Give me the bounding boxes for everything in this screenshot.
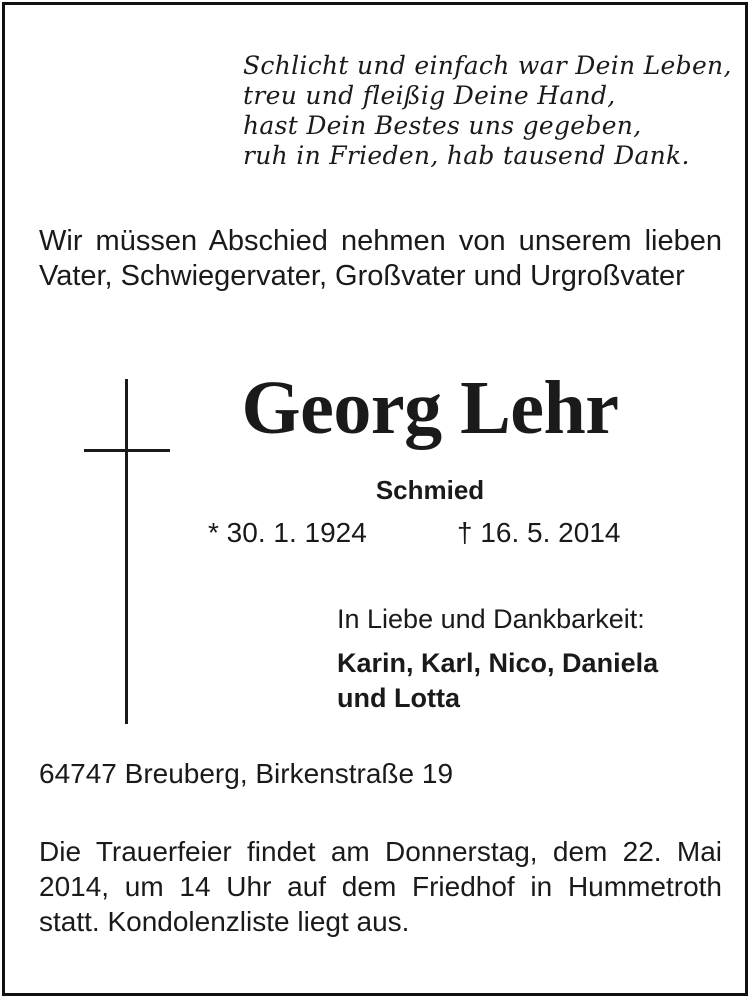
poem-line-1: Schlicht und einfach war Dein Leben, (243, 51, 732, 80)
poem-line-3: hast Dein Bestes uns gegeben, (243, 111, 642, 140)
poem-line-2: treu und fleißig Deine Hand, (243, 81, 616, 110)
funeral-notice: Die Trauerfeier findet am Donnerstag, dem 22. Mai 2014, um 14 Uhr auf dem Friedhof in Hummetroth statt. Kondolenzliste liegt aus. (39, 836, 722, 937)
mourners-names (337, 646, 658, 716)
deceased-profession: Schmied (375, 475, 485, 505)
birth-date: * 30. 1. 1924 (208, 517, 367, 548)
obituary-frame (2, 2, 748, 996)
deceased-name: Georg Lehr (241, 366, 619, 450)
cross-horizontal-bar (84, 449, 170, 452)
memorial-poem (243, 51, 732, 171)
mourners-line-2: und Lotta (337, 683, 460, 713)
mourners-line-1: Karin, Karl, Nico, Daniela (337, 648, 659, 678)
cross-vertical-bar (125, 379, 128, 724)
poem-line-4: ruh in Frieden, hab tausend Dank. (243, 141, 690, 170)
mourners-heading: In Liebe und Dankbarkeit: (337, 604, 645, 634)
death-date: † 16. 5. 2014 (457, 517, 621, 548)
family-address: 64747 Breuberg, Birkenstraße 19 (39, 758, 454, 789)
farewell-intro: Wir müssen Abschied nehmen von unserem lieben Vater, Schwiegervater, Großvater und Urgroßvater (39, 225, 722, 292)
